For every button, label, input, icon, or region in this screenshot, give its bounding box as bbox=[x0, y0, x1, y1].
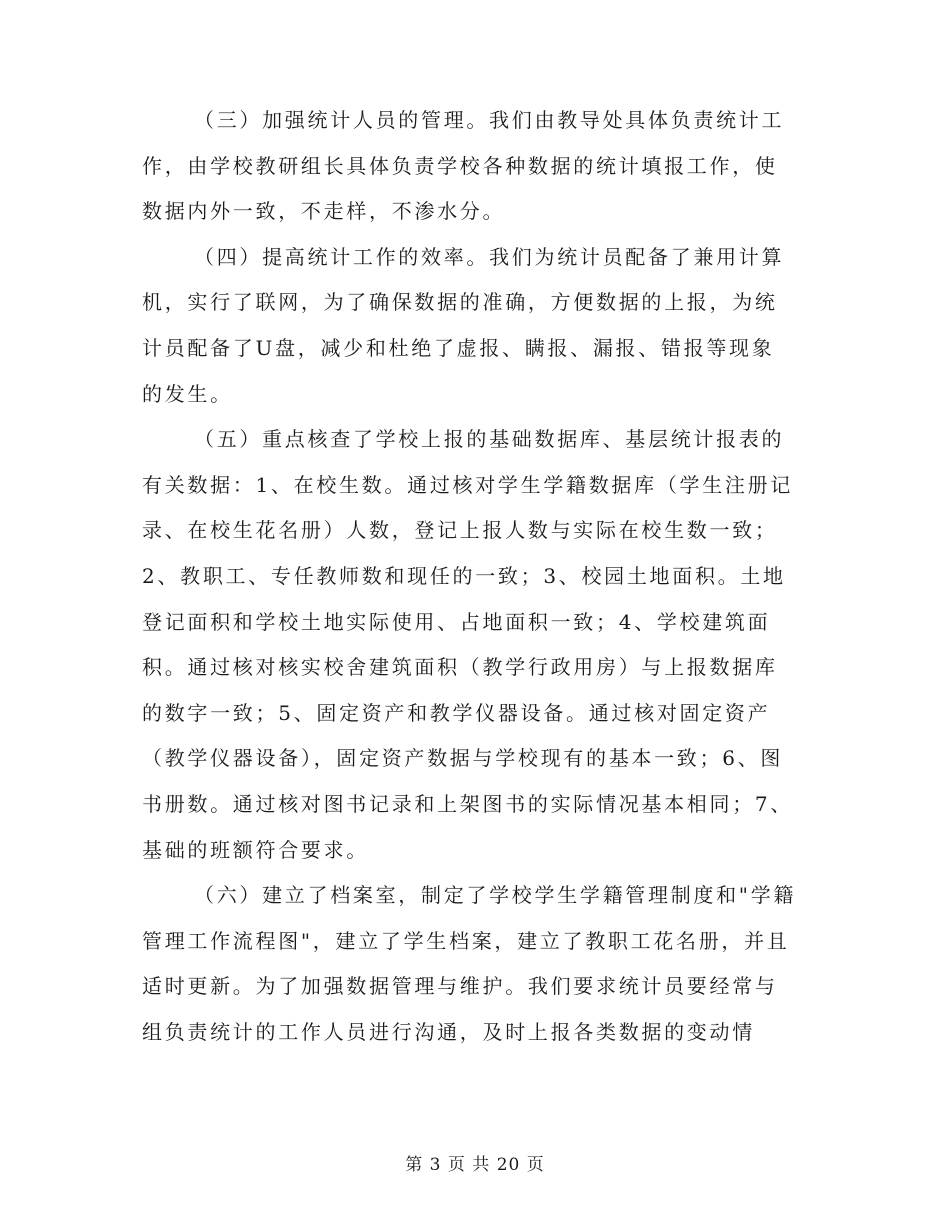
text-line: （五）重点核查了学校上报的基础数据库、基层统计报表的 bbox=[194, 427, 785, 452]
text-line: 计员配备了U盘，减少和杜绝了虚报、瞒报、漏报、错报等现象 bbox=[142, 335, 775, 360]
text-line: （四）提高统计工作的效率。我们为统计员配备了兼用计算 bbox=[194, 244, 785, 269]
text-line: 作，由学校教研组长具体负责学校各种数据的统计填报工作，使 bbox=[142, 153, 778, 178]
text-line: 适时更新。为了加强数据管理与维护。我们要求统计员要经常与 bbox=[142, 974, 778, 999]
text-line: 机，实行了联网，为了确保数据的准确，方便数据的上报，为统 bbox=[142, 290, 778, 315]
text-line: 的数字一致；5、固定资产和教学仪器设备。通过核对固定资产 bbox=[142, 700, 771, 725]
paragraph-6 bbox=[142, 873, 802, 1055]
text-line: 组负责统计的工作人员进行沟通，及时上报各类数据的变动情 bbox=[142, 1019, 755, 1044]
text-line: 书册数。通过核对图书记录和上架图书的实际情况基本相同；7、 bbox=[142, 791, 794, 816]
text-line: 登记面积和学校土地实际使用、占地面积一致；4、学校建筑面 bbox=[142, 609, 771, 634]
text-line: 管理工作流程图"，建立了学生档案，建立了教职工花名册，并且 bbox=[142, 928, 790, 953]
text-line: （六）建立了档案室，制定了学校学生学籍管理制度和"学籍 bbox=[194, 883, 797, 908]
text-line: 数据内外一致，不走样，不渗水分。 bbox=[142, 199, 506, 224]
text-line: 的发生。 bbox=[142, 381, 233, 406]
text-line: 积。通过核对核实校舍建筑面积（教学行政用房）与上报数据库 bbox=[142, 655, 778, 680]
text-line: 录、在校生花名册）人数，登记上报人数与实际在校生数一致； bbox=[142, 518, 778, 543]
paragraph-5 bbox=[142, 417, 802, 873]
paragraph-4 bbox=[142, 235, 802, 417]
text-line: 有关数据：1、在校生数。通过核对学生学籍数据库（学生注册记 bbox=[142, 472, 794, 497]
text-line: （三）加强统计人员的管理。我们由教导处具体负责统计工 bbox=[194, 108, 785, 132]
text-line: 基础的班额符合要求。 bbox=[142, 837, 369, 862]
page-number-footer: 第 3 页 共 20 页 bbox=[405, 1155, 545, 1175]
text-line: 2、教职工、专任教师数和现任的一致；3、校园土地面积。土地 bbox=[142, 563, 786, 588]
paragraph-3 bbox=[142, 98, 802, 235]
text-line: （教学仪器设备），固定资产数据与学校现有的基本一致；6、图 bbox=[142, 746, 784, 771]
document-body bbox=[142, 98, 802, 1055]
